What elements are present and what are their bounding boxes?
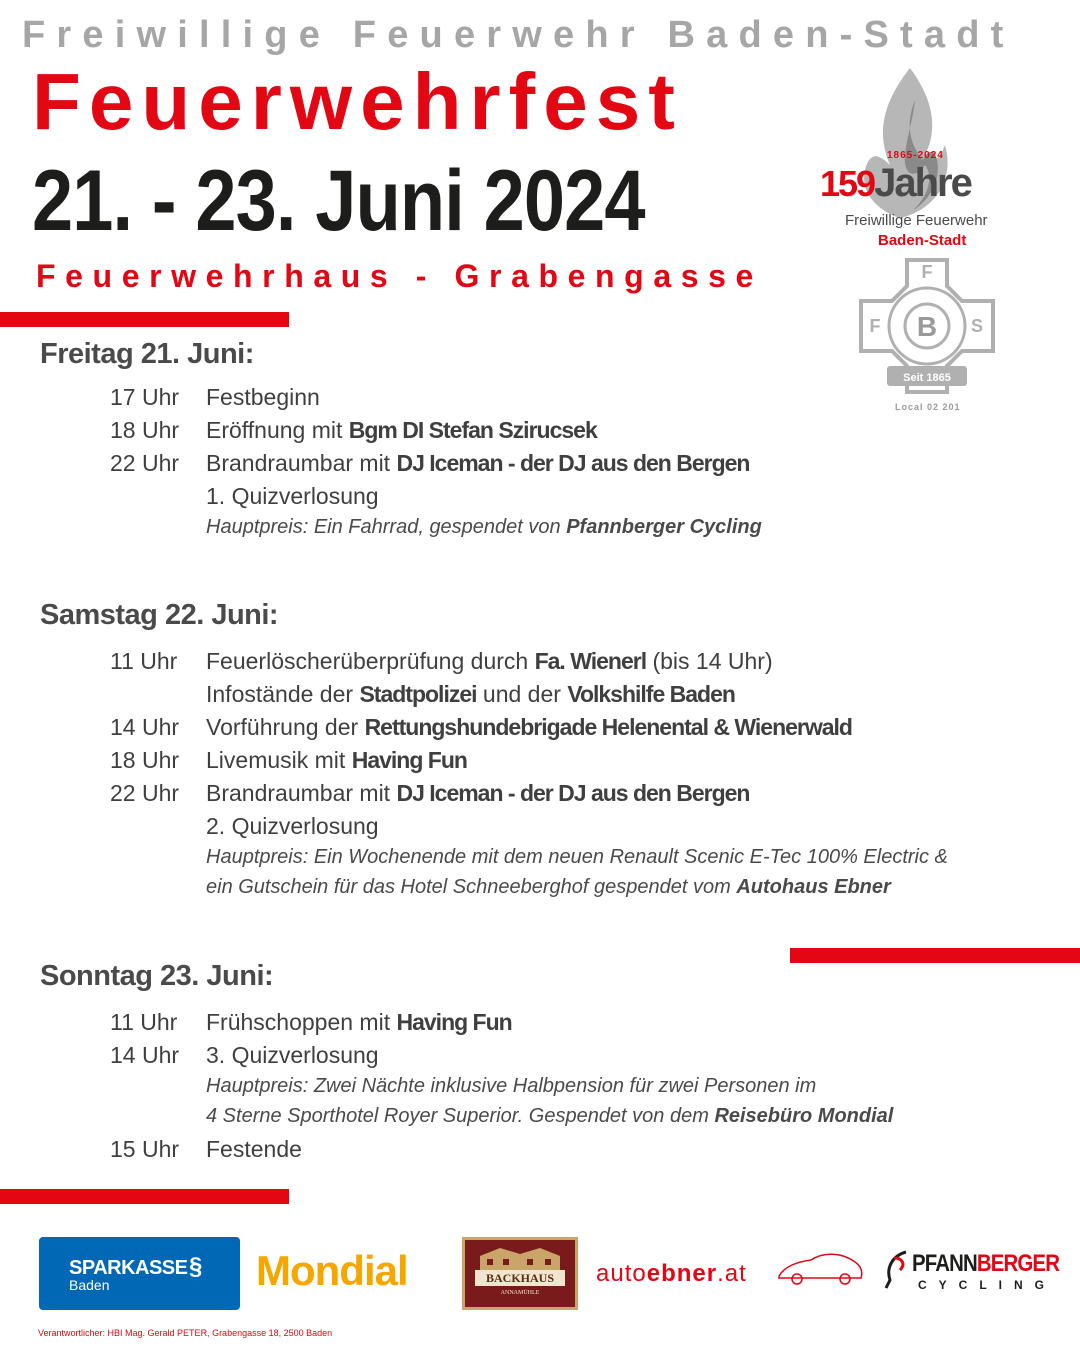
row-time: 18 Uhr xyxy=(110,747,180,773)
row-text: Festende xyxy=(206,1136,302,1162)
row-text: 3. Quizverlosung xyxy=(206,1042,379,1068)
sparkasse-name: SPARKASSE xyxy=(69,1257,188,1279)
prize-note: Hauptpreis: Ein Fahrrad, gespendet von Pfannberger Cycling xyxy=(206,516,762,538)
prize-note: Hauptpreis: Ein Wochenende mit dem neuen Renault Scenic E-Tec 100% Electric & xyxy=(206,846,948,868)
years-range: 1865-2024 xyxy=(887,150,944,161)
sparkasse-s-icon: § xyxy=(189,1253,203,1280)
row-time: 22 Uhr xyxy=(110,780,180,806)
years-number: 159 xyxy=(820,163,875,204)
row-time: 14 Uhr xyxy=(110,714,180,740)
row-time: 17 Uhr xyxy=(110,384,180,410)
day-heading-sunday: Sonntag 23. Juni: xyxy=(40,960,274,992)
sparkasse-city: Baden xyxy=(69,1277,110,1293)
badge-letter: F xyxy=(869,316,881,336)
backhaus-name: BACKHAUS xyxy=(475,1270,565,1286)
badge-letter: S xyxy=(970,316,984,336)
event-location: Feuerwehrhaus - Grabengasse xyxy=(36,258,763,294)
row-text: Brandraumbar mit DJ Iceman - der DJ aus den Bergen xyxy=(206,780,750,806)
backhaus-sub: ANNAMÜHLE xyxy=(500,1290,540,1296)
anniversary-emblem xyxy=(815,60,1020,420)
row-text: Festbeginn xyxy=(206,384,320,410)
row-text: Eröffnung mit Bgm DI Stefan Szirucsek xyxy=(206,417,597,443)
row-time: 11 Uhr xyxy=(110,1009,178,1035)
row-text: Infostände der Stadtpolizei und der Volkshilfe Baden xyxy=(206,681,735,707)
day-heading-saturday: Samstag 22. Juni: xyxy=(40,599,279,631)
badge-letter: B xyxy=(916,311,938,342)
mondial-logo: Mondial xyxy=(256,1247,408,1294)
building-icon xyxy=(475,1244,565,1270)
event-dates: 21. - 23. Juni 2024 xyxy=(32,153,645,249)
organization-title: Freiwillige Feuerwehr Baden-Stadt xyxy=(22,14,1015,56)
sparkasse-logo xyxy=(39,1237,240,1310)
day-heading-friday: Freitag 21. Juni: xyxy=(40,338,254,370)
emblem-line2: Baden-Stadt xyxy=(878,232,967,249)
emblem-line1: Freiwillige Feuerwehr xyxy=(845,212,988,229)
red-divider xyxy=(0,312,289,327)
red-divider xyxy=(790,948,1080,963)
prize-note: ein Gutschein für das Hotel Schneeberghof gespendet vom Autohaus Ebner xyxy=(206,876,891,898)
row-text: Brandraumbar mit DJ Iceman - der DJ aus den Bergen xyxy=(206,450,750,476)
red-divider xyxy=(0,1189,289,1204)
badge-since: Seit 1865 xyxy=(903,372,951,384)
footer-responsible: Verantwortlicher: HBI Mag. Gerald PETER, Grabengasse 18, 2500 Baden xyxy=(38,1328,333,1338)
autoebner-logo: autoebner.at xyxy=(596,1260,747,1287)
badge-letter: F xyxy=(921,262,933,282)
prize-note: 4 Sterne Sporthotel Royer Superior. Gespendet von dem Reisebüro Mondial xyxy=(206,1105,894,1127)
sponsor-bar xyxy=(0,1230,1080,1320)
pfannberger-mark-icon xyxy=(882,1250,910,1290)
row-text: 1. Quizverlosung xyxy=(206,483,379,509)
backhaus-logo xyxy=(462,1237,578,1310)
row-text: Feuerlöscherüberprüfung durch Fa. Wienerl (bis 14 Uhr) xyxy=(206,648,773,674)
prize-note: Hauptpreis: Zwei Nächte inklusive Halbpension für zwei Personen im xyxy=(206,1075,817,1097)
row-text: Livemusik mit Having Fun xyxy=(206,747,467,773)
pfannberger-sub: CYCLING xyxy=(918,1278,1056,1292)
badge-local: Local 02 201 xyxy=(895,402,961,412)
event-title: Feuerwehrfest xyxy=(32,57,683,146)
years-label xyxy=(820,163,971,203)
row-time: 22 Uhr xyxy=(110,450,180,476)
row-time: 14 Uhr xyxy=(110,1042,180,1068)
car-outline-icon xyxy=(775,1248,865,1288)
row-text: 2. Quizverlosung xyxy=(206,813,379,839)
row-time: 15 Uhr xyxy=(110,1136,180,1162)
row-text: Vorführung der Rettungshundebrigade Helenental & Wienerwald xyxy=(206,714,852,740)
pfannberger-name: PFANNBERGER xyxy=(912,1250,1060,1277)
row-time: 11 Uhr xyxy=(110,648,178,674)
row-time: 18 Uhr xyxy=(110,417,180,443)
fire-cross-badge-icon xyxy=(857,256,997,396)
row-text: Frühschoppen mit Having Fun xyxy=(206,1009,512,1035)
years-word: Jahre xyxy=(874,161,971,205)
